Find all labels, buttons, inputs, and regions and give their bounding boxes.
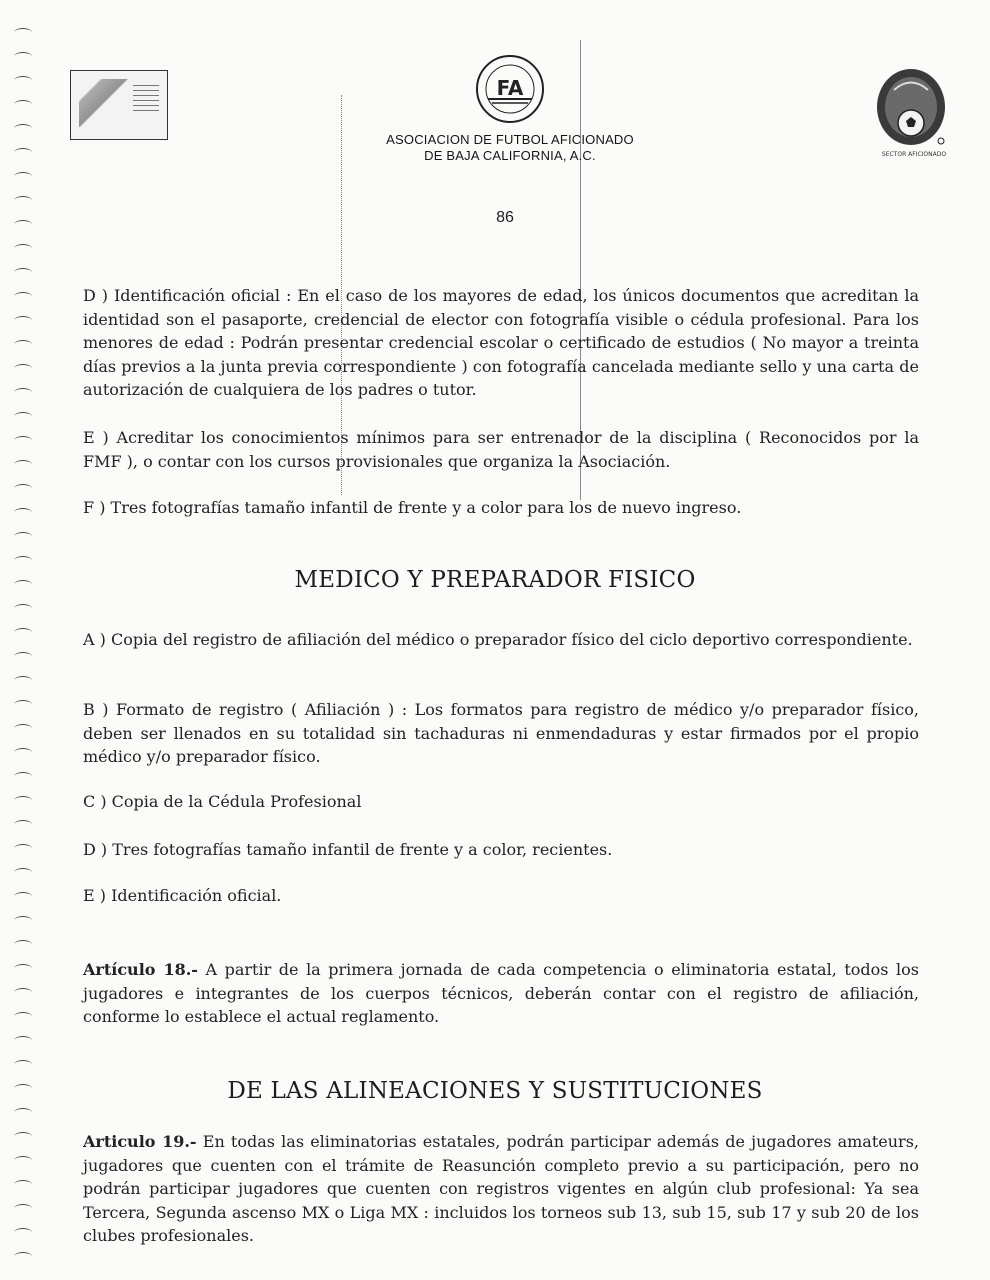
item-letter: A ): [83, 630, 106, 649]
binding-hole-icon: [14, 820, 32, 829]
list-item-e-identificacion: [83, 884, 919, 908]
binding-hole-icon: [14, 316, 32, 325]
article-19: [83, 1130, 919, 1248]
binding-hole-icon: [14, 28, 32, 37]
item-text: Identificación oficial : En el caso de los mayores de edad, los únicos documentos que acreditan la identidad son el pasaporte, credencial de elector con fotografía visible o cédula profesional. Para los menores de edad : Podrán presentar credencial escolar o certificado de estudios ( No mayor a treinta días previos a la junta previa correspondiente ) con fotografía cancelada mediante sello y una carta de autorización de cualquiera de los padres o tutor.: [83, 286, 920, 399]
binding-hole-icon: [14, 748, 32, 757]
item-text: Tres fotografías tamaño infantil de frente y a color, recientes.: [112, 840, 613, 859]
org-name-line2: DE BAJA CALIFORNIA, A.C.: [424, 148, 596, 163]
binding-hole-icon: [14, 724, 32, 733]
binding-hole-icon: [14, 772, 32, 781]
binding-hole-icon: [14, 484, 32, 493]
binding-hole-icon: [14, 1036, 32, 1045]
binding-hole-icon: [14, 604, 32, 613]
binding-hole-icon: [14, 100, 32, 109]
binding-hole-icon: [14, 916, 32, 925]
binding-hole-icon: [14, 892, 32, 901]
binding-hole-icon: [14, 52, 32, 61]
binding-hole-icon: [14, 244, 32, 253]
org-name-line1: ASOCIACION DE FUTBOL AFICIONADO: [386, 132, 634, 147]
list-item-e-acreditar: [83, 426, 919, 473]
list-item-c-cedula: [83, 790, 919, 814]
binding-hole-icon: [14, 1108, 32, 1117]
binding-hole-icon: [14, 1228, 32, 1237]
binding-hole-icon: [14, 700, 32, 709]
binding-hole-icon: [14, 1156, 32, 1165]
item-text: Copia del registro de afiliación del médico o preparador físico del ciclo deportivo correspondiente.: [110, 630, 913, 649]
binding-hole-icon: [14, 1060, 32, 1069]
binding-hole-icon: [14, 460, 32, 469]
item-text: Formato de registro ( Afiliación ) : Los formatos para registro de médico y/o preparador físico, deben ser llenados en su totalidad sin tachaduras ni enmendaduras y estar firmados por el propio médico y/o preparador físico.: [83, 700, 919, 766]
list-item-d-identificacion: [83, 284, 919, 402]
map-icon: [79, 79, 137, 127]
binding-hole-icon: [14, 628, 32, 637]
binding-hole-icon: [14, 268, 32, 277]
binding-hole-icon: [14, 532, 32, 541]
binding-hole-icon: [14, 1180, 32, 1189]
item-letter: D ): [83, 840, 108, 859]
binding-hole-icon: [14, 868, 32, 877]
binding-hole-icon: [14, 556, 32, 565]
futbol-mexicano-logo: [474, 53, 546, 125]
item-letter: B ): [83, 700, 109, 719]
list-item-d-fotografias: [83, 838, 919, 862]
binding-hole-icon: [14, 76, 32, 85]
section-heading-alineaciones: DE LAS ALINEACIONES Y SUSTITUCIONES: [227, 1078, 763, 1104]
item-letter: C ): [83, 792, 107, 811]
item-text: Identificación oficial.: [111, 886, 282, 905]
item-text: Acreditar los conocimientos mínimos para ser entrenador de la disciplina ( Reconocidos por la FMF ), o contar con los cursos provisionales que organiza la Asociación.: [83, 428, 919, 471]
list-item-b-formato-registro: [83, 698, 919, 769]
binding-hole-icon: [14, 172, 32, 181]
logo-text-lines: [133, 85, 159, 115]
binding-hole-icon: [14, 148, 32, 157]
binding-hole-icon: [14, 220, 32, 229]
binding-hole-icon: [14, 412, 32, 421]
binding-hole-icon: [14, 1012, 32, 1021]
binding-hole-icon: [14, 364, 32, 373]
binding-hole-icon: [14, 652, 32, 661]
binding-hole-icon: [14, 844, 32, 853]
binding-hole-icon: [14, 124, 32, 133]
binding-hole-icon: [14, 676, 32, 685]
svg-text:FA: FA: [496, 76, 524, 100]
item-letter: E ): [83, 428, 109, 447]
binding-hole-icon: [14, 196, 32, 205]
item-letter: E ): [83, 886, 107, 905]
binding-hole-icon: [14, 388, 32, 397]
sector-aficionado-label: SECTOR AFICIONADO: [881, 151, 947, 158]
article-label: Articulo 19.-: [83, 1132, 197, 1151]
mexico-federation-crest: [872, 65, 950, 150]
article-text: En todas las eliminatorias estatales, podrán participar además de jugadores amateurs, jugadores que cuenten con el trámite de Reasunción completo previo a su participación, pero no podrán participar jugadores que cuenten con registros vigentes en algún club profesional: Ya sea Tercera, Segunda ascenso MX o Liga MX : incluidos los torneos sub 13, sub 15, sub 17 y sub 20 de los clubes profesionales.: [83, 1132, 919, 1245]
binding-hole-icon: [14, 1252, 32, 1261]
article-label: Artículo 18.-: [83, 960, 198, 979]
item-text: Copia de la Cédula Profesional: [111, 792, 362, 811]
binding-hole-icon: [14, 1204, 32, 1213]
item-text: Tres fotografías tamaño infantil de frente y a color para los de nuevo ingreso.: [110, 498, 742, 517]
binding-hole-icon: [14, 964, 32, 973]
binding-hole-icon: [14, 940, 32, 949]
binding-hole-icon: [14, 340, 32, 349]
binding-hole-icon: [14, 292, 32, 301]
binding-hole-icon: [14, 796, 32, 805]
binding-hole-icon: [14, 988, 32, 997]
baja-california-map-logo: [70, 70, 168, 140]
binding-hole-icon: [14, 1132, 32, 1141]
section-heading-medico: MEDICO Y PREPARADOR FISICO: [294, 567, 696, 593]
page-number: 86: [496, 209, 514, 226]
article-18: [83, 958, 919, 1029]
list-item-a-copia-registro: [83, 628, 919, 652]
item-letter: F ): [83, 498, 106, 517]
item-letter: D ): [83, 286, 109, 305]
binding-hole-icon: [14, 508, 32, 517]
article-text: A partir de la primera jornada de cada competencia o eliminatoria estatal, todos los jugadores e integrantes de los cuerpos técnicos, deberán contar con el registro de afiliación, conforme lo establece el actual reglamento.: [83, 960, 920, 1026]
binding-hole-icon: [14, 436, 32, 445]
list-item-f-fotografias: [83, 496, 919, 520]
